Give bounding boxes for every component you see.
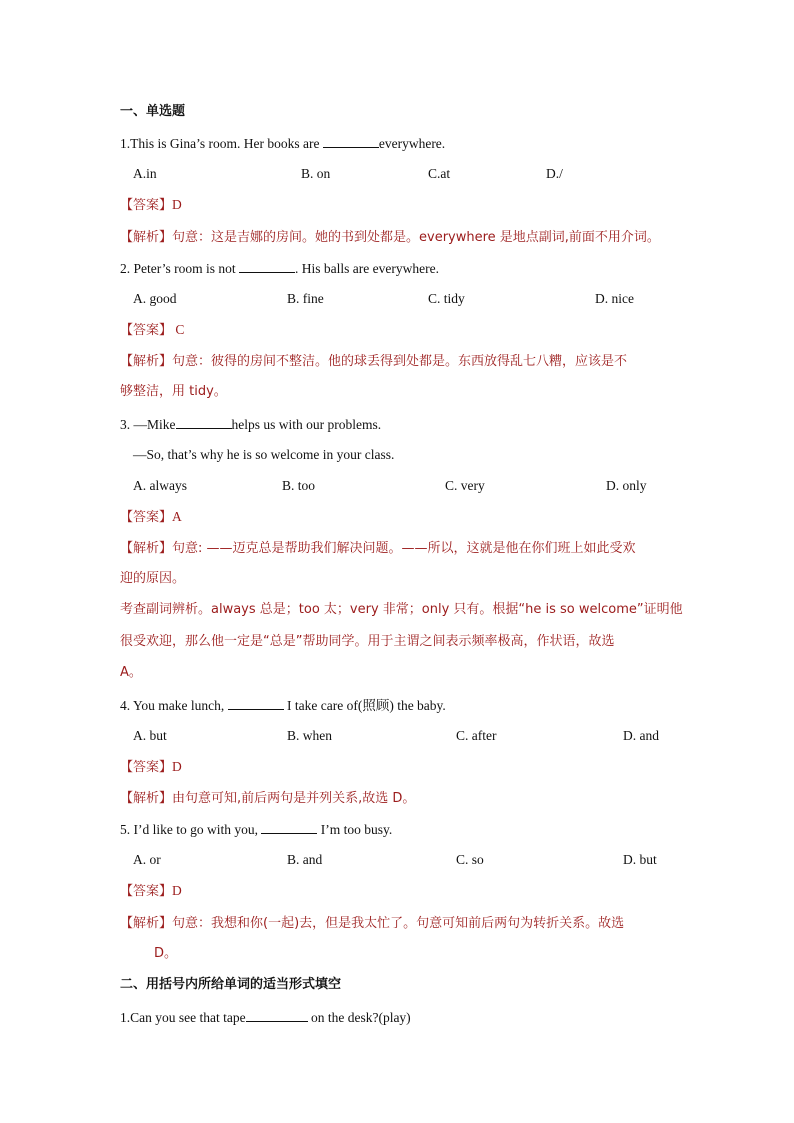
answer-line: 【答案】D xyxy=(120,759,182,775)
answer-line: 【答案】D xyxy=(120,197,182,213)
options-row xyxy=(133,726,693,746)
question-stem: 3. —Mike helps us with our problems. xyxy=(120,414,694,435)
analysis-line: 考查副词辨析。always 总是；too 太；very 非常；only 只有。根据“he is so welcome”证明他 xyxy=(120,602,683,617)
option-c: C. so xyxy=(456,852,484,867)
option-c: C. tidy xyxy=(428,291,465,306)
answer-line: 【答案】A xyxy=(120,509,182,525)
analysis-line: 【解析】句意：这是吉娜的房间。她的书到处都是。everywhere 是地点副词,前面不用介词。 xyxy=(120,230,660,245)
options-row xyxy=(133,164,693,184)
analysis-line: 很受欢迎，那么他一定是“总是”帮助同学。用于主谓之间表示频率极高，作状语，故选 xyxy=(120,634,615,649)
options-row xyxy=(133,476,693,496)
answer-blank xyxy=(323,133,379,148)
option-b: B. and xyxy=(287,852,323,867)
option-d: D. and xyxy=(623,728,659,743)
question-stem: 5. I’d like to go with you, I’m too busy. xyxy=(120,819,694,840)
option-b: B. fine xyxy=(287,291,324,306)
option-a: A. but xyxy=(133,728,167,743)
option-d: D./ xyxy=(546,166,563,181)
answer-blank xyxy=(246,1007,308,1022)
question-stem: 1.This is Gina’s room. Her books are everywhere. xyxy=(120,133,694,154)
answer-blank xyxy=(261,819,317,834)
analysis-line: 【解析】句意: ——迈克总是帮助我们解决问题。——所以，这就是他在你们班上如此受欢 xyxy=(120,541,636,556)
option-c: C. very xyxy=(445,478,485,493)
option-b: B. too xyxy=(282,478,316,493)
option-d: D. nice xyxy=(595,291,634,306)
section-title: 一、单选题 xyxy=(120,104,186,119)
option-b: B. on xyxy=(301,166,331,181)
option-d: D. but xyxy=(623,852,657,867)
option-a: A. good xyxy=(133,291,177,306)
option-c: C. after xyxy=(456,728,497,743)
question-stem: 4. You make lunch, I take care of(照顾) the baby. xyxy=(120,695,694,716)
question-stem-line2: —So, that’s why he is so welcome in your class. xyxy=(133,447,395,462)
analysis-line: 够整洁，用 tidy。 xyxy=(120,384,227,399)
answer-blank xyxy=(228,695,284,710)
analysis-line: A。 xyxy=(120,665,142,680)
answer-blank xyxy=(239,258,295,273)
options-row xyxy=(133,289,693,309)
analysis-line: 【解析】句意：彼得的房间不整洁。他的球丢得到处都是。东西放得乱七八糟，应该是不 xyxy=(120,354,628,369)
question-stem: 1.Can you see that tape on the desk?(play) xyxy=(120,1007,694,1028)
analysis-line: 【解析】由句意可知,前后两句是并列关系,故选 D。 xyxy=(120,791,416,806)
analysis-line: 迎的原因。 xyxy=(120,571,186,586)
option-a: A. always xyxy=(133,478,187,493)
answer-line: 【答案】 C xyxy=(120,322,185,338)
question-stem: 2. Peter’s room is not . His balls are everywhere. xyxy=(120,258,694,279)
option-b: B. when xyxy=(287,728,332,743)
option-d: D. only xyxy=(606,478,647,493)
answer-line: 【答案】D xyxy=(120,883,182,899)
option-a: A.in xyxy=(133,166,157,181)
option-a: A. or xyxy=(133,852,161,867)
option-c: C.at xyxy=(428,166,451,181)
analysis-line: 【解析】句意：我想和你(一起)去，但是我太忙了。句意可知前后两句为转折关系。故选 xyxy=(120,916,625,931)
options-row xyxy=(133,850,693,870)
analysis-line: D。 xyxy=(154,946,178,961)
answer-blank xyxy=(176,414,232,429)
section-title: 二、用括号内所给单词的适当形式填空 xyxy=(120,977,342,992)
